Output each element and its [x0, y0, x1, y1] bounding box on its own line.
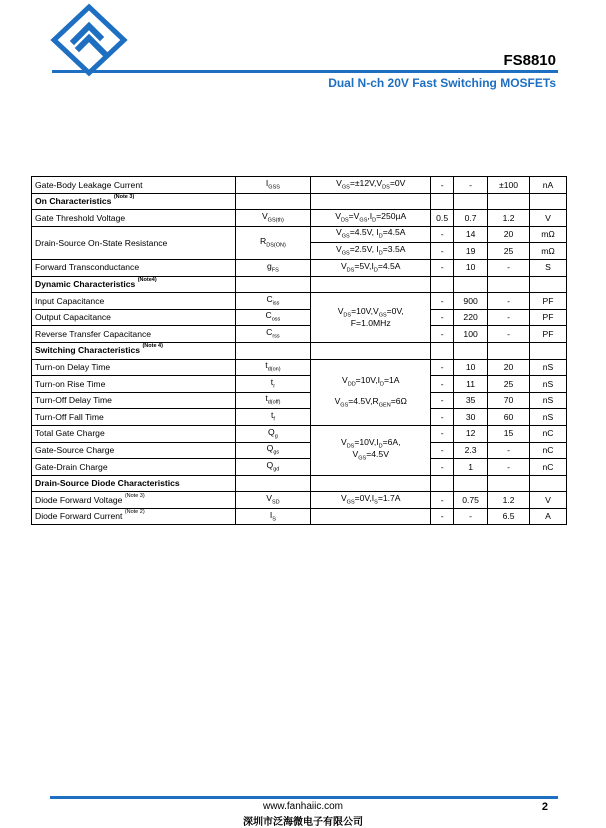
typ-cell: 30 — [454, 409, 488, 426]
parameter-cell: Diode Forward Current $^{(Note 2)}$ — [32, 508, 236, 525]
max-cell: - — [488, 309, 530, 326]
unit-cell — [530, 475, 567, 492]
max-cell: 20 — [488, 226, 530, 243]
parameter-cell: Gate Threshold Voltage — [32, 210, 236, 227]
parameter-cell: Turn-Off Fall Time — [32, 409, 236, 426]
typ-cell: 35 — [454, 392, 488, 409]
table-row — [32, 342, 567, 359]
typ-cell: 10 — [454, 359, 488, 376]
condition-cell: $V_{DD}=10V,I_D=1A$ $V_{GS}=4.5V,R_{GEN}=6\Omega$ — [311, 359, 431, 425]
table-row — [32, 226, 567, 243]
typ-cell — [454, 342, 488, 359]
unit-cell — [530, 193, 567, 210]
condition-cell: $V_{DS}=V_{GS},I_D=250\mu A$ — [311, 210, 431, 227]
table-row — [32, 276, 567, 293]
max-cell — [488, 276, 530, 293]
min-cell — [431, 276, 454, 293]
min-cell — [431, 193, 454, 210]
unit-cell — [530, 342, 567, 359]
company-logo — [48, 3, 130, 77]
max-cell: 20 — [488, 359, 530, 376]
typ-cell: 14 — [454, 226, 488, 243]
min-cell: - — [431, 177, 454, 194]
table-row — [32, 376, 567, 393]
table-row — [32, 193, 567, 210]
table-row — [32, 359, 567, 376]
table-row — [32, 409, 567, 426]
symbol-cell: $C_{iss}$ — [235, 293, 311, 310]
table-row — [32, 309, 567, 326]
symbol-cell — [235, 276, 311, 293]
typ-cell: 19 — [454, 243, 488, 260]
table-row — [32, 425, 567, 442]
min-cell: - — [431, 326, 454, 343]
symbol-cell: $C_{oss}$ — [235, 309, 311, 326]
max-cell: 25 — [488, 376, 530, 393]
unit-cell: nA — [530, 177, 567, 194]
min-cell — [431, 475, 454, 492]
footer-company: 深圳市泛海微电子有限公司 — [243, 817, 363, 828]
typ-cell — [454, 475, 488, 492]
unit-cell: nS — [530, 359, 567, 376]
max-cell: 6.5 — [488, 508, 530, 525]
unit-cell: V — [530, 210, 567, 227]
symbol-cell: $V_{SD}$ — [235, 492, 311, 509]
unit-cell: PF — [530, 326, 567, 343]
min-cell: - — [431, 409, 454, 426]
parameter-cell: Total Gate Charge — [32, 425, 236, 442]
symbol-cell — [235, 475, 311, 492]
typ-cell: - — [454, 177, 488, 194]
parameter-cell: Turn-Off Delay Time — [32, 392, 236, 409]
min-cell: - — [431, 376, 454, 393]
condition-cell: $V_{DS}=10V,V_{GS}=0V$, F=1.0MHz — [311, 293, 431, 343]
unit-cell: PF — [530, 293, 567, 310]
typ-cell: 220 — [454, 309, 488, 326]
section-heading: Drain-Source Diode Characteristics — [32, 475, 236, 492]
typ-cell: 1 — [454, 459, 488, 476]
min-cell: - — [431, 425, 454, 442]
symbol-cell: $V_{GS(th)}$ — [235, 210, 311, 227]
condition-cell — [311, 193, 431, 210]
typ-cell: 900 — [454, 293, 488, 310]
unit-cell: V — [530, 492, 567, 509]
parameter-cell: Diode Forward Voltage $^{(Note 3)}$ — [32, 492, 236, 509]
max-cell — [488, 193, 530, 210]
section-heading: On Characteristics $^{(Note 3)}$ — [32, 193, 236, 210]
symbol-cell: $t_{d(off)}$ — [235, 392, 311, 409]
max-cell: 70 — [488, 392, 530, 409]
min-cell: - — [431, 243, 454, 260]
condition-cell: $V_{GS}=0V,I_S=1.7A$ — [311, 492, 431, 509]
max-cell: - — [488, 259, 530, 276]
min-cell: - — [431, 508, 454, 525]
symbol-cell — [235, 342, 311, 359]
max-cell — [488, 342, 530, 359]
section-heading: Dynamic Characteristics $^{(Note4)}$ — [32, 276, 236, 293]
symbol-cell: $I_S$ — [235, 508, 311, 525]
header-rule — [52, 70, 558, 73]
symbol-cell: $Q_g$ — [235, 425, 311, 442]
parameter-cell: Output Capacitance — [32, 309, 236, 326]
symbol-cell: $R_{DS(ON)}$ — [235, 226, 311, 259]
parameter-cell: Input Capacitance — [32, 293, 236, 310]
min-cell: 0.5 — [431, 210, 454, 227]
typ-cell — [454, 193, 488, 210]
unit-cell: nC — [530, 442, 567, 459]
unit-cell: nS — [530, 376, 567, 393]
condition-cell — [311, 342, 431, 359]
symbol-cell: $t_r$ — [235, 376, 311, 393]
symbol-cell: $Q_{gs}$ — [235, 442, 311, 459]
typ-cell: - — [454, 508, 488, 525]
unit-cell — [530, 276, 567, 293]
condition-cell: $V_{GS}=4.5V$, $I_D=4.5A$ — [311, 226, 431, 243]
unit-cell: A — [530, 508, 567, 525]
min-cell: - — [431, 359, 454, 376]
parameter-cell: Turn-on Rise Time — [32, 376, 236, 393]
table-row — [32, 459, 567, 476]
min-cell: - — [431, 226, 454, 243]
document-subtitle: Dual N-ch 20V Fast Switching MOSFETs — [328, 76, 556, 90]
unit-cell: nC — [530, 425, 567, 442]
min-cell: - — [431, 492, 454, 509]
condition-cell: $V_{GS}=2.5V$, $I_D=3.5A$ — [311, 243, 431, 260]
typ-cell: 2.3 — [454, 442, 488, 459]
table-row — [32, 475, 567, 492]
min-cell: - — [431, 259, 454, 276]
condition-cell: $V_{DS}=5V,I_D=4.5A$ — [311, 259, 431, 276]
unit-cell: mΩ — [530, 243, 567, 260]
page-number: 2 — [541, 801, 548, 813]
symbol-cell: $t_{d(on)}$ — [235, 359, 311, 376]
table-row — [32, 508, 567, 525]
max-cell: - — [488, 459, 530, 476]
min-cell: - — [431, 309, 454, 326]
min-cell: - — [431, 442, 454, 459]
typ-cell: 0.75 — [454, 492, 488, 509]
max-cell: 1.2 — [488, 492, 530, 509]
max-cell: - — [488, 293, 530, 310]
max-cell: 15 — [488, 425, 530, 442]
parameter-cell: Gate-Body Leakage Current — [32, 177, 236, 194]
electrical-characteristics-table — [31, 176, 567, 525]
symbol-cell: $g_{FS}$ — [235, 259, 311, 276]
parameter-cell: Turn-on Delay Time — [32, 359, 236, 376]
symbol-cell: $I_{GSS}$ — [235, 177, 311, 194]
condition-cell — [311, 508, 431, 525]
section-heading: Switching Characteristics $^{(Note 4)}$ — [32, 342, 236, 359]
symbol-cell: $Q_{gd}$ — [235, 459, 311, 476]
footer-website: www.fanhaiic.com — [262, 801, 344, 812]
part-number: FS8810 — [503, 52, 556, 69]
min-cell: - — [431, 293, 454, 310]
table-row — [32, 392, 567, 409]
max-cell — [488, 475, 530, 492]
condition-cell: $V_{DS}=10V,I_D=6A$, $V_{GS}=4.5V$ — [311, 425, 431, 475]
table-row — [32, 293, 567, 310]
min-cell: - — [431, 459, 454, 476]
max-cell: ±100 — [488, 177, 530, 194]
unit-cell: nC — [530, 459, 567, 476]
typ-cell: 11 — [454, 376, 488, 393]
footer-rule — [50, 796, 558, 799]
symbol-cell: $t_f$ — [235, 409, 311, 426]
max-cell: - — [488, 442, 530, 459]
table-row — [32, 259, 567, 276]
typ-cell: 12 — [454, 425, 488, 442]
table-row — [32, 326, 567, 343]
table-row — [32, 492, 567, 509]
unit-cell: nS — [530, 392, 567, 409]
max-cell: 60 — [488, 409, 530, 426]
max-cell: 25 — [488, 243, 530, 260]
symbol-cell — [235, 193, 311, 210]
typ-cell: 10 — [454, 259, 488, 276]
parameter-cell: Drain-Source On-State Resistance — [32, 226, 236, 259]
parameter-cell: Gate-Source Charge — [32, 442, 236, 459]
condition-cell — [311, 276, 431, 293]
max-cell: - — [488, 326, 530, 343]
condition-cell — [311, 475, 431, 492]
unit-cell: S — [530, 259, 567, 276]
typ-cell — [454, 276, 488, 293]
max-cell: 1.2 — [488, 210, 530, 227]
min-cell: - — [431, 392, 454, 409]
parameter-cell: Gate-Drain Charge — [32, 459, 236, 476]
unit-cell: nS — [530, 409, 567, 426]
table-row — [32, 177, 567, 194]
typ-cell: 0.7 — [454, 210, 488, 227]
typ-cell: 100 — [454, 326, 488, 343]
unit-cell: mΩ — [530, 226, 567, 243]
unit-cell: PF — [530, 309, 567, 326]
table-row — [32, 210, 567, 227]
symbol-cell: $C_{rss}$ — [235, 326, 311, 343]
condition-cell: $V_{GS}=\pm 12V,V_{DS}=0V$ — [311, 177, 431, 194]
parameter-cell: Forward Transconductance — [32, 259, 236, 276]
min-cell — [431, 342, 454, 359]
parameter-cell: Reverse Transfer Capacitance — [32, 326, 236, 343]
table-row — [32, 442, 567, 459]
